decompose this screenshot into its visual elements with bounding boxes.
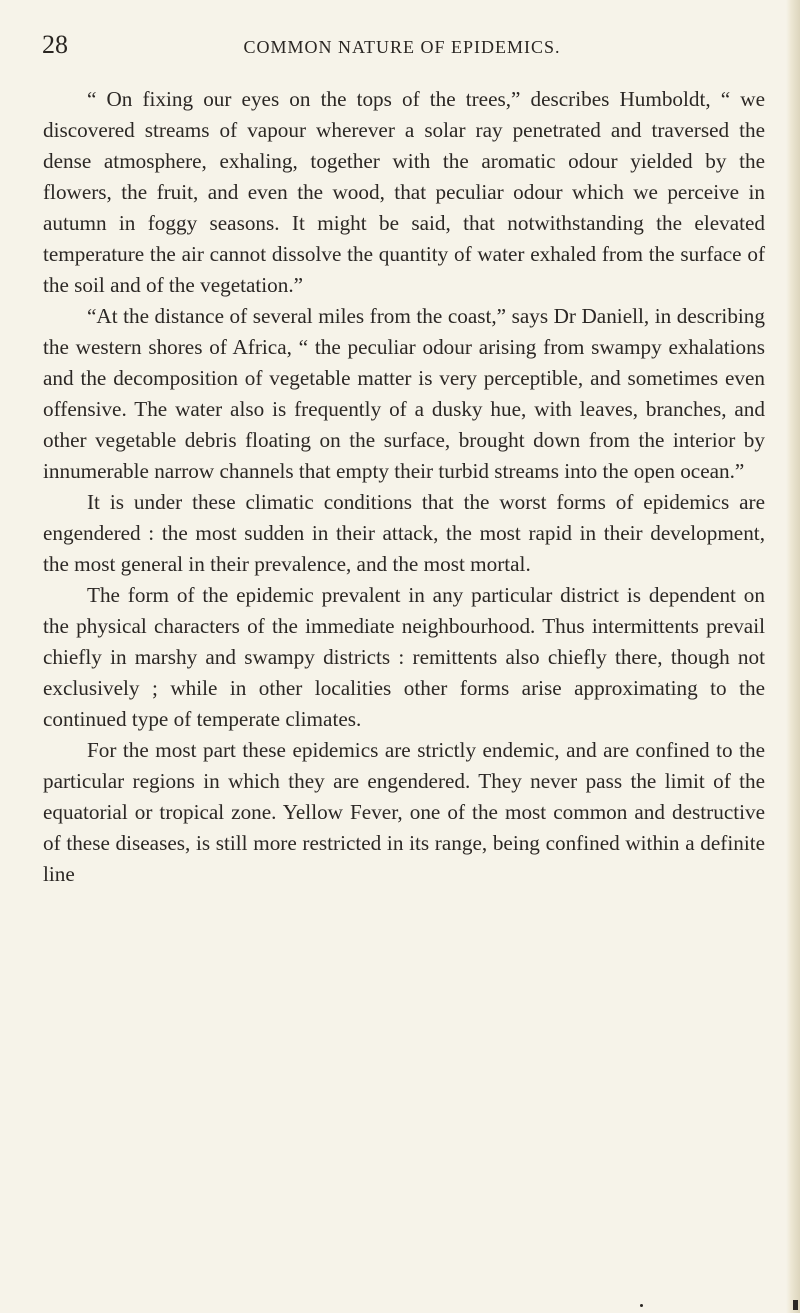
page-number: 28 (42, 30, 68, 59)
paragraph-endemic: For the most part these epidemics are strictly endemic, and are confined to the particular regions in which they are engendered. They never pass the limit of the equatorial or tropical zone. Yellow Fever, one of the most common and destructive of these diseases, is still more restricted in its range, being confined within a definite line (43, 738, 765, 886)
body-text (43, 84, 765, 890)
paragraph-daniell-quote: “At the distance of several miles from the coast,” says Dr Daniell, in describing the western shores of Africa, “ the peculiar odour arising from swampy exhalations and the decomposition of vegetable matter is very perceptible, and sometimes even offensive. The water also is frequently of a dusky hue, with leaves, branches, and other vegetable debris floating on the surface, brought down from the interior by innumerable narrow channels that empty their turbid streams into the open ocean.” (43, 304, 765, 483)
paragraph-epidemic-form: The form of the epidemic prevalent in any particular district is dependent on the physical characters of the immediate neighbourhood. Thus intermittents prevail chiefly in marshy and swampy districts : remittents also chiefly there, though not exclusively ; while in other localities other forms arise approximating to the continued type of temperate climates. (43, 583, 765, 731)
page-edge-shadow (786, 0, 800, 1313)
corner-mark (793, 1300, 798, 1310)
ink-speck (640, 1304, 643, 1307)
paragraph-climatic-conditions: It is under these climatic conditions that the worst forms of epidemics are engendered : the most sudden in their attack, the most rapid in their development, the most general in their prevalence, and the most mortal. (43, 490, 765, 576)
running-head (42, 30, 762, 60)
paragraph-humboldt-quote: “ On fixing our eyes on the tops of the trees,” describes Humboldt, “ we discovered streams of vapour wherever a solar ray penetrated and traversed the dense atmosphere, exhaling, together with the aromatic odour yielded by the flowers, the fruit, and even the wood, that peculiar odour which we perceive in autumn in foggy seasons. It might be said, that notwithstanding the elevated temperature the air cannot dissolve the quantity of water exhaled from the surface of the soil and of the vegetation.” (43, 87, 765, 297)
running-title: COMMON NATURE OF EPIDEMICS. (243, 37, 561, 57)
